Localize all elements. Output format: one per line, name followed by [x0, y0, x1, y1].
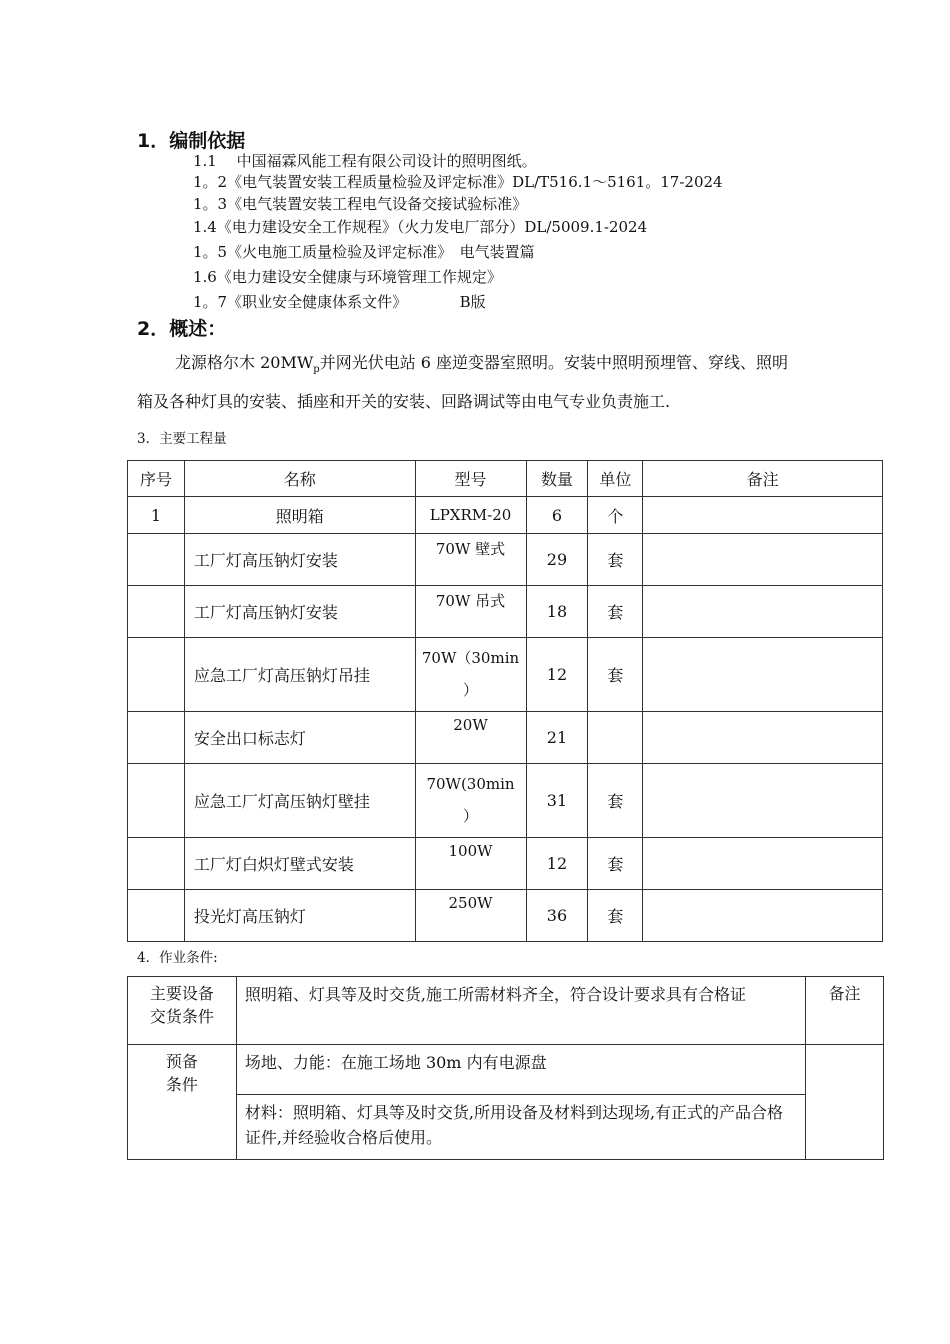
row-spec-line1: 70W(30min: [426, 775, 515, 793]
material-text: 材料：照明箱、灯具等及时交货,所用设备及材料到达现场,有正式的产品合格证件,并经验收合格后使用。: [236, 1095, 805, 1160]
overview-line-1a: 龙源格尔木 20MW: [175, 353, 314, 372]
row-no: [128, 534, 185, 586]
row-spec: 70W 吊式: [415, 586, 526, 638]
delivery-label-line2: 交货条件: [149, 1007, 214, 1026]
conditions-row-site: [128, 1045, 884, 1095]
row-name: 安全出口标志灯: [184, 712, 415, 764]
header-spec: 型号: [415, 461, 526, 497]
row-unit: 套: [588, 890, 643, 942]
table-row: [128, 838, 883, 890]
row-qty: 12: [526, 638, 588, 712]
row-note: [643, 534, 883, 586]
delivery-text: 照明箱、灯具等及时交货,施工所需材料齐全，符合设计要求具有合格证: [236, 977, 805, 1045]
row-note: [643, 638, 883, 712]
basis-ref-3: 1。3《电气装置安装工程电气设备交接试验标准》: [193, 195, 528, 213]
conditions-row-material: [128, 1095, 884, 1160]
row-spec: 20W: [415, 712, 526, 764]
row-note: [643, 586, 883, 638]
row-no: [128, 890, 185, 942]
overview-line-1: [175, 350, 788, 375]
prep-label-line2: 条件: [165, 1075, 198, 1094]
delivery-label: [128, 977, 237, 1045]
row-qty: 12: [526, 838, 588, 890]
row-spec: LPXRM-20: [415, 497, 526, 534]
row-note: [643, 497, 883, 534]
row-unit: 个: [588, 497, 643, 534]
row-unit: [588, 712, 643, 764]
row-spec: 100W: [415, 838, 526, 890]
table-row: [128, 764, 883, 838]
row-qty: 29: [526, 534, 588, 586]
note-label: 备注: [806, 977, 884, 1045]
header-note: 备注: [643, 461, 883, 497]
basis-ref-5: 1。5《火电施工质量检验及评定标准》 电气装置篇: [193, 243, 535, 261]
prep-label: [128, 1045, 237, 1160]
table-row: [128, 586, 883, 638]
overview-line-1b: 并网光伏电站 6 座逆变器室照明。安装中照明预埋管、穿线、照明: [319, 353, 789, 372]
row-unit: 套: [588, 534, 643, 586]
row-spec: 70W 壁式: [415, 534, 526, 586]
row-no: 1: [128, 497, 185, 534]
works-table: [127, 460, 883, 942]
row-note: [643, 712, 883, 764]
row-spec-line2: ）: [463, 681, 479, 699]
prep-label-line1: 预备: [165, 1052, 198, 1071]
row-name: 工厂灯白炽灯壁式安装: [184, 838, 415, 890]
row-note: [643, 764, 883, 838]
table-row: [128, 534, 883, 586]
header-qty: 数量: [526, 461, 588, 497]
table-row: [128, 712, 883, 764]
section-quantities-title: 3．主要工程量: [137, 431, 227, 447]
basis-ref-4: 1.4《电力建设安全工作规程》（火力发电厂部分）DL/5009.1-2024: [193, 218, 648, 236]
header-unit: 单位: [588, 461, 643, 497]
site-text: 场地、力能：在施工场地 30m 内有电源盘: [236, 1045, 805, 1095]
row-name: 工厂灯高压钠灯安装: [184, 534, 415, 586]
section-overview-title: 2．概述：: [137, 318, 227, 340]
conditions-row-delivery: [128, 977, 884, 1045]
overview-line-2: 箱及各种灯具的安装、插座和开关的安装、回路调试等由电气专业负责施工.: [137, 392, 671, 411]
row-note: [643, 838, 883, 890]
table-row: [128, 890, 883, 942]
table-row: [128, 638, 883, 712]
row-qty: 6: [526, 497, 588, 534]
row-spec-line1: 70W（30min: [421, 649, 520, 667]
conditions-table: [127, 976, 884, 1160]
row-name: 工厂灯高压钠灯安装: [184, 586, 415, 638]
row-spec: 250W: [415, 890, 526, 942]
row-qty: 21: [526, 712, 588, 764]
row-unit: 套: [588, 638, 643, 712]
row-no: [128, 638, 185, 712]
basis-ref-1: 1.1 中国福霖风能工程有限公司设计的照明图纸。: [193, 152, 537, 170]
header-name: 名称: [184, 461, 415, 497]
row-name: 应急工厂灯高压钠灯吊挂: [184, 638, 415, 712]
row-qty: 18: [526, 586, 588, 638]
row-unit: 套: [588, 586, 643, 638]
row-spec: [415, 764, 526, 838]
row-note: [643, 890, 883, 942]
header-no: 序号: [128, 461, 185, 497]
delivery-label-line1: 主要设备: [149, 984, 214, 1003]
row-unit: 套: [588, 838, 643, 890]
row-unit: 套: [588, 764, 643, 838]
row-name: 应急工厂灯高压钠灯壁挂: [184, 764, 415, 838]
row-qty: 36: [526, 890, 588, 942]
section-basis-title: 1．编制依据: [137, 130, 246, 152]
row-spec-line2: ）: [463, 807, 479, 825]
row-no: [128, 838, 185, 890]
works-header-row: [128, 461, 883, 497]
prep-note: [806, 1045, 884, 1160]
basis-ref-2: 1。2《电气装置安装工程质量检验及评定标准》DL/T516.1～5161。17-2024: [193, 173, 723, 191]
table-row: [128, 497, 883, 534]
row-no: [128, 712, 185, 764]
row-name: 照明箱: [184, 497, 415, 534]
row-qty: 31: [526, 764, 588, 838]
basis-ref-6: 1.6《电力建设安全健康与环境管理工作规定》: [193, 268, 502, 286]
row-no: [128, 586, 185, 638]
overview-line-1-sub: p: [313, 364, 320, 376]
row-no: [128, 764, 185, 838]
row-name: 投光灯高压钠灯: [184, 890, 415, 942]
section-conditions-title: 4．作业条件:: [137, 950, 218, 966]
row-spec: [415, 638, 526, 712]
basis-ref-7: 1。7《职业安全健康体系文件》 B版: [193, 293, 486, 311]
